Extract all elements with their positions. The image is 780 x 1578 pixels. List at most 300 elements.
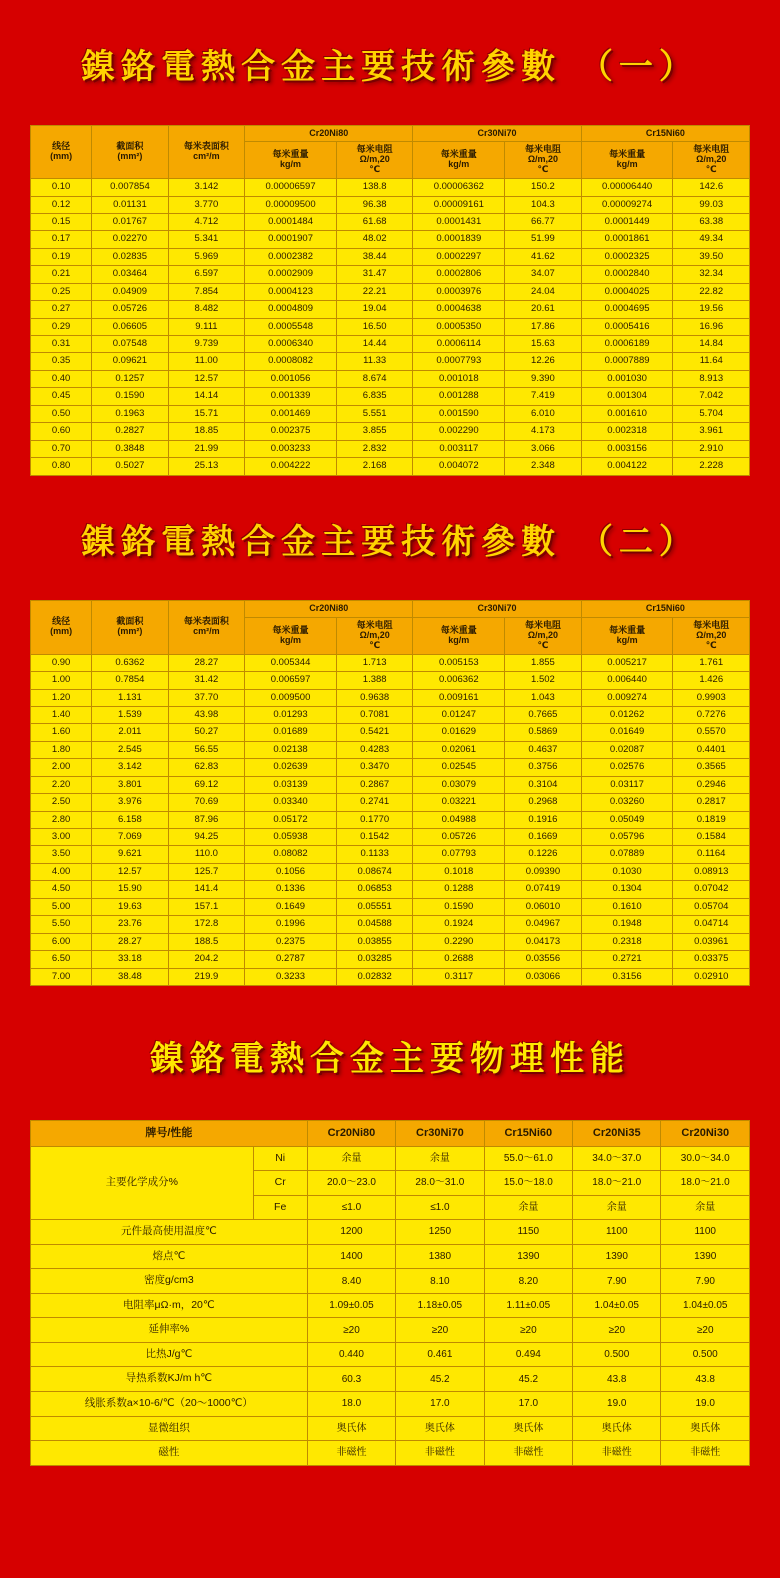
cell-value: 奥氏体 <box>307 1416 395 1441</box>
cell-value: 0.3848 <box>92 440 168 457</box>
header-alloy-cr15ni60: Cr15Ni60 <box>581 601 749 618</box>
cell-value: 1.388 <box>336 672 412 689</box>
cell-value: 6.835 <box>336 388 412 405</box>
table-row <box>31 336 750 353</box>
cell-value: 60.3 <box>307 1367 395 1392</box>
cell-value: 0.05551 <box>336 898 412 915</box>
cell-value: 0.02910 <box>673 968 750 985</box>
table-row <box>31 724 750 741</box>
cell-diameter: 1.40 <box>31 706 92 723</box>
cell-value: 0.6362 <box>92 654 168 671</box>
cell-value: 0.4637 <box>505 741 581 758</box>
table-row <box>31 846 750 863</box>
cell-value: 1400 <box>307 1244 395 1269</box>
cell-value: 0.00009500 <box>245 196 337 213</box>
cell-value: 17.0 <box>484 1392 572 1417</box>
cell-value: 6.010 <box>505 405 581 422</box>
cell-value: 0.003156 <box>581 440 673 457</box>
cell-value: 0.1649 <box>245 898 337 915</box>
table-row <box>31 423 750 440</box>
header-weight-1: 每米重量 kg/m <box>245 142 337 179</box>
phys-table-head <box>31 1121 750 1146</box>
cell-value: 0.7665 <box>505 706 581 723</box>
cell-value: 1.131 <box>92 689 168 706</box>
cell-value: 63.38 <box>673 213 750 230</box>
cell-value: 0.0004638 <box>413 301 505 318</box>
cell-value: 0.03079 <box>413 776 505 793</box>
table-row <box>31 1293 750 1318</box>
physical-properties-table <box>30 1120 750 1465</box>
cell-value: 1.426 <box>673 672 750 689</box>
cell-value: 0.3470 <box>336 759 412 776</box>
cell-value: ≤1.0 <box>396 1195 484 1220</box>
row-label-property: 密度g/cm3 <box>31 1269 308 1294</box>
cell-value: 0.500 <box>661 1342 750 1367</box>
wire-table-2-wrapper <box>30 600 750 986</box>
header-alloy: Cr20Ni80 <box>307 1121 395 1146</box>
cell-value: 0.1056 <box>245 863 337 880</box>
page-title-3: 鎳鉻電熱合金主要物理性能 <box>150 1038 630 1079</box>
table-row <box>31 968 750 985</box>
header-area: 截面积 (mm²) <box>92 125 168 179</box>
cell-value: 2.168 <box>336 458 412 475</box>
cell-value: 余量 <box>573 1195 661 1220</box>
cell-value: 0.05172 <box>245 811 337 828</box>
cell-value: 0.00009161 <box>413 196 505 213</box>
cell-value: 1.761 <box>673 654 750 671</box>
header-resist-1: 每米电阻 Ω/m,20 ℃ <box>336 617 412 654</box>
cell-value: 0.5027 <box>92 458 168 475</box>
cell-value: 0.03375 <box>673 951 750 968</box>
table-row <box>31 706 750 723</box>
header-weight-3: 每米重量 kg/m <box>581 617 673 654</box>
cell-value: 0.3117 <box>413 968 505 985</box>
cell-value: 25.13 <box>168 458 244 475</box>
cell-value: 17.0 <box>396 1392 484 1417</box>
cell-value: 非磁性 <box>396 1441 484 1466</box>
table-row <box>31 1244 750 1269</box>
cell-value: 19.0 <box>573 1392 661 1417</box>
cell-diameter: 0.15 <box>31 213 92 230</box>
table-row <box>31 654 750 671</box>
cell-value: 1250 <box>396 1220 484 1245</box>
header-weight-3: 每米重量 kg/m <box>581 142 673 179</box>
cell-diameter: 0.90 <box>31 654 92 671</box>
header-resist-3: 每米电阻 Ω/m,20 ℃ <box>673 617 750 654</box>
cell-value: 0.06853 <box>336 881 412 898</box>
wire-table-2-head <box>31 601 750 655</box>
cell-value: 41.62 <box>505 248 581 265</box>
cell-value: 0.0004809 <box>245 301 337 318</box>
cell-value: 0.2827 <box>92 423 168 440</box>
cell-value: 0.01629 <box>413 724 505 741</box>
cell-value: 38.48 <box>92 968 168 985</box>
cell-value: 30.0～34.0 <box>661 1146 750 1171</box>
cell-value: 0.006362 <box>413 672 505 689</box>
cell-value: 0.02087 <box>581 741 673 758</box>
cell-value: 66.77 <box>505 213 581 230</box>
cell-diameter: 0.17 <box>31 231 92 248</box>
cell-value: 0.01247 <box>413 706 505 723</box>
cell-value: 7.90 <box>661 1269 750 1294</box>
row-label-property: 比热J/g℃ <box>31 1342 308 1367</box>
cell-value: 0.1288 <box>413 881 505 898</box>
cell-value: 9.111 <box>168 318 244 335</box>
cell-value: 0.007854 <box>92 179 168 196</box>
cell-value: 141.4 <box>168 881 244 898</box>
cell-value: 0.0005548 <box>245 318 337 335</box>
cell-value: 0.1610 <box>581 898 673 915</box>
table-row <box>31 1146 750 1171</box>
cell-value: 余量 <box>307 1146 395 1171</box>
cell-value: 0.08674 <box>336 863 412 880</box>
table-row <box>31 863 750 880</box>
wire-table-1-wrapper <box>30 125 750 476</box>
cell-diameter: 1.20 <box>31 689 92 706</box>
cell-value: 0.006597 <box>245 672 337 689</box>
cell-value: 0.3104 <box>505 776 581 793</box>
cell-value: 0.001469 <box>245 405 337 422</box>
cell-value: 0.004072 <box>413 458 505 475</box>
cell-value: 0.2817 <box>673 794 750 811</box>
header-alloy-cr15ni60: Cr15Ni60 <box>581 125 749 142</box>
cell-diameter: 5.00 <box>31 898 92 915</box>
cell-value: 3.801 <box>92 776 168 793</box>
cell-value: 0.004222 <box>245 458 337 475</box>
table-row <box>31 405 750 422</box>
cell-value: 0.03285 <box>336 951 412 968</box>
cell-value: 0.07889 <box>581 846 673 863</box>
wire-table-2 <box>30 600 750 986</box>
wire-table-1-head <box>31 125 750 179</box>
cell-value: 0.006440 <box>581 672 673 689</box>
cell-value: 8.10 <box>396 1269 484 1294</box>
cell-diameter: 0.12 <box>31 196 92 213</box>
cell-value: 188.5 <box>168 933 244 950</box>
cell-value: 8.913 <box>673 370 750 387</box>
cell-value: 0.02639 <box>245 759 337 776</box>
cell-value: 0.01649 <box>581 724 673 741</box>
cell-value: 0.03961 <box>673 933 750 950</box>
table-row <box>31 1441 750 1466</box>
cell-value: 55.0～61.0 <box>484 1146 572 1171</box>
table-row <box>31 1367 750 1392</box>
cell-value: 2.832 <box>336 440 412 457</box>
cell-value: 0.1669 <box>505 829 581 846</box>
cell-value: 96.38 <box>336 196 412 213</box>
cell-value: 0.009161 <box>413 689 505 706</box>
cell-diameter: 0.50 <box>31 405 92 422</box>
cell-value: 1380 <box>396 1244 484 1269</box>
cell-value: 150.2 <box>505 179 581 196</box>
header-weight-2: 每米重量 kg/m <box>413 617 505 654</box>
cell-value: 0.001590 <box>413 405 505 422</box>
table-row <box>31 231 750 248</box>
cell-value: 125.7 <box>168 863 244 880</box>
cell-value: 56.55 <box>168 741 244 758</box>
cell-value: 1.09±0.05 <box>307 1293 395 1318</box>
cell-value: 0.00006440 <box>581 179 673 196</box>
cell-value: 0.9638 <box>336 689 412 706</box>
cell-value: 172.8 <box>168 916 244 933</box>
cell-value: 0.004122 <box>581 458 673 475</box>
cell-value: 9.390 <box>505 370 581 387</box>
cell-value: 3.142 <box>92 759 168 776</box>
cell-value: 14.14 <box>168 388 244 405</box>
cell-value: 0.06010 <box>505 898 581 915</box>
cell-value: 0.001018 <box>413 370 505 387</box>
cell-value: 22.21 <box>336 283 412 300</box>
cell-value: 0.440 <box>307 1342 395 1367</box>
cell-diameter: 0.45 <box>31 388 92 405</box>
cell-value: 3.770 <box>168 196 244 213</box>
cell-value: 9.739 <box>168 336 244 353</box>
cell-diameter: 0.25 <box>31 283 92 300</box>
cell-value: 0.2318 <box>581 933 673 950</box>
cell-value: 5.704 <box>673 405 750 422</box>
cell-value: 4.712 <box>168 213 244 230</box>
cell-value: 0.04714 <box>673 916 750 933</box>
table-row <box>31 829 750 846</box>
header-alloy: Cr20Ni35 <box>573 1121 661 1146</box>
cell-value: 0.1948 <box>581 916 673 933</box>
cell-value: 0.2867 <box>336 776 412 793</box>
header-alloy-cr30ni70: Cr30Ni70 <box>413 125 581 142</box>
cell-value: 15.71 <box>168 405 244 422</box>
cell-value: 4.173 <box>505 423 581 440</box>
cell-value: ≥20 <box>573 1318 661 1343</box>
cell-value: 15.63 <box>505 336 581 353</box>
cell-value: 0.2290 <box>413 933 505 950</box>
cell-value: 38.44 <box>336 248 412 265</box>
cell-value: 0.0001839 <box>413 231 505 248</box>
header-alloy: Cr30Ni70 <box>396 1121 484 1146</box>
table-row <box>31 776 750 793</box>
cell-value: 0.0004695 <box>581 301 673 318</box>
cell-value: 非磁性 <box>573 1441 661 1466</box>
cell-value: 0.00006597 <box>245 179 337 196</box>
cell-diameter: 0.80 <box>31 458 92 475</box>
cell-value: 0.05049 <box>581 811 673 828</box>
cell-diameter: 0.27 <box>31 301 92 318</box>
cell-value: 0.1770 <box>336 811 412 828</box>
cell-value: 8.40 <box>307 1269 395 1294</box>
header-weight-2: 每米重量 kg/m <box>413 142 505 179</box>
cell-value: 17.86 <box>505 318 581 335</box>
cell-value: 0.02576 <box>581 759 673 776</box>
cell-value: 0.0001484 <box>245 213 337 230</box>
cell-value: 0.01293 <box>245 706 337 723</box>
cell-value: 0.02835 <box>92 248 168 265</box>
cell-value: 非磁性 <box>484 1441 572 1466</box>
cell-diameter: 2.80 <box>31 811 92 828</box>
header-resist-1: 每米电阻 Ω/m,20 ℃ <box>336 142 412 179</box>
cell-value: 7.854 <box>168 283 244 300</box>
cell-value: 6.158 <box>92 811 168 828</box>
cell-value: 0.0001907 <box>245 231 337 248</box>
cell-value: 20.61 <box>505 301 581 318</box>
cell-value: 0.0006340 <box>245 336 337 353</box>
cell-value: 0.0005350 <box>413 318 505 335</box>
cell-value: 1390 <box>661 1244 750 1269</box>
cell-value: 0.2946 <box>673 776 750 793</box>
cell-value: 0.3233 <box>245 968 337 985</box>
cell-value: 8.674 <box>336 370 412 387</box>
table-row <box>31 196 750 213</box>
cell-value: 0.05726 <box>413 829 505 846</box>
cell-diameter: 3.00 <box>31 829 92 846</box>
cell-value: 0.1018 <box>413 863 505 880</box>
cell-value: 1150 <box>484 1220 572 1245</box>
cell-value: 12.26 <box>505 353 581 370</box>
table-row <box>31 248 750 265</box>
cell-value: 1.11±0.05 <box>484 1293 572 1318</box>
cell-value: 33.18 <box>92 951 168 968</box>
cell-value: 0.2375 <box>245 933 337 950</box>
cell-diameter: 0.70 <box>31 440 92 457</box>
cell-value: 87.96 <box>168 811 244 828</box>
cell-diameter: 1.60 <box>31 724 92 741</box>
cell-value: 99.03 <box>673 196 750 213</box>
cell-value: 0.001030 <box>581 370 673 387</box>
table-row <box>31 1220 750 1245</box>
cell-value: 0.05938 <box>245 829 337 846</box>
cell-value: 奥氏体 <box>573 1416 661 1441</box>
cell-value: 0.0001861 <box>581 231 673 248</box>
cell-value: 0.1133 <box>336 846 412 863</box>
cell-value: 0.04173 <box>505 933 581 950</box>
cell-value: 0.0008082 <box>245 353 337 370</box>
cell-value: 3.142 <box>168 179 244 196</box>
cell-value: 2.348 <box>505 458 581 475</box>
cell-diameter: 0.40 <box>31 370 92 387</box>
cell-value: 18.0～21.0 <box>661 1171 750 1196</box>
cell-value: 0.0004025 <box>581 283 673 300</box>
table-row <box>31 898 750 915</box>
table-row <box>31 759 750 776</box>
cell-value: 37.70 <box>168 689 244 706</box>
cell-value: 0.02545 <box>413 759 505 776</box>
cell-value: 23.76 <box>92 916 168 933</box>
cell-value: 2.910 <box>673 440 750 457</box>
header-surface: 每米表面积 cm²/m <box>168 601 244 655</box>
cell-value: 0.1030 <box>581 863 673 880</box>
cell-value: 0.1590 <box>92 388 168 405</box>
cell-value: 0.3565 <box>673 759 750 776</box>
cell-value: 0.500 <box>573 1342 661 1367</box>
cell-diameter: 1.80 <box>31 741 92 758</box>
cell-value: 49.34 <box>673 231 750 248</box>
cell-value: 0.461 <box>396 1342 484 1367</box>
cell-value: 余量 <box>484 1195 572 1220</box>
cell-value: 0.001304 <box>581 388 673 405</box>
cell-value: 43.98 <box>168 706 244 723</box>
cell-value: 0.2741 <box>336 794 412 811</box>
cell-value: 余量 <box>661 1195 750 1220</box>
cell-value: 8.20 <box>484 1269 572 1294</box>
header-diameter: 线径 (mm) <box>31 125 92 179</box>
cell-value: 15.0～18.0 <box>484 1171 572 1196</box>
cell-value: 0.4401 <box>673 741 750 758</box>
wire-table-1-body <box>31 179 750 475</box>
cell-value: ≤1.0 <box>307 1195 395 1220</box>
cell-value: 0.7081 <box>336 706 412 723</box>
document-page <box>0 23 780 1502</box>
row-label-property: 显微组织 <box>31 1416 308 1441</box>
cell-value: 0.05704 <box>673 898 750 915</box>
cell-value: 0.05726 <box>92 301 168 318</box>
cell-value: 19.63 <box>92 898 168 915</box>
cell-value: 1200 <box>307 1220 395 1245</box>
table-row <box>31 794 750 811</box>
cell-value: 3.855 <box>336 423 412 440</box>
cell-value: 204.2 <box>168 951 244 968</box>
cell-value: 0.3156 <box>581 968 673 985</box>
cell-value: 18.0 <box>307 1392 395 1417</box>
table-row <box>31 741 750 758</box>
cell-value: 219.9 <box>168 968 244 985</box>
row-label-property: 元件最高使用温度℃ <box>31 1220 308 1245</box>
cell-value: 11.64 <box>673 353 750 370</box>
cell-value: 70.69 <box>168 794 244 811</box>
cell-value: 0.2688 <box>413 951 505 968</box>
row-label-property: 延伸率% <box>31 1318 308 1343</box>
cell-value: 0.01767 <box>92 213 168 230</box>
cell-value: 7.042 <box>673 388 750 405</box>
cell-value: 0.1164 <box>673 846 750 863</box>
header-area: 截面积 (mm²) <box>92 601 168 655</box>
cell-value: 非磁性 <box>307 1441 395 1466</box>
cell-value: 0.04909 <box>92 283 168 300</box>
cell-diameter: 7.00 <box>31 968 92 985</box>
cell-diameter: 6.50 <box>31 951 92 968</box>
cell-value: 0.0001449 <box>581 213 673 230</box>
cell-value: 50.27 <box>168 724 244 741</box>
cell-diameter: 6.00 <box>31 933 92 950</box>
row-label-property: 导热系数KJ/m h℃ <box>31 1367 308 1392</box>
cell-value: 0.03855 <box>336 933 412 950</box>
cell-value: ≥20 <box>307 1318 395 1343</box>
page-title-2: 鎳鉻電熱合金主要技術參數 （二） <box>81 522 699 563</box>
cell-value: 22.82 <box>673 283 750 300</box>
table-row <box>31 689 750 706</box>
cell-value: 11.00 <box>168 353 244 370</box>
cell-value: 0.0007889 <box>581 353 673 370</box>
cell-value: 0.0002297 <box>413 248 505 265</box>
cell-value: 0.009500 <box>245 689 337 706</box>
cell-value: 0.06605 <box>92 318 168 335</box>
cell-value: 0.1963 <box>92 405 168 422</box>
cell-value: 12.57 <box>92 863 168 880</box>
cell-value: 0.7276 <box>673 706 750 723</box>
cell-value: 1.539 <box>92 706 168 723</box>
table-row <box>31 301 750 318</box>
header-alloy-cr20ni80: Cr20Ni80 <box>245 125 413 142</box>
cell-value: 34.07 <box>505 266 581 283</box>
cell-value: 45.2 <box>396 1367 484 1392</box>
table-row <box>31 318 750 335</box>
cell-value: 0.08913 <box>673 863 750 880</box>
cell-value: 0.002318 <box>581 423 673 440</box>
cell-diameter: 0.29 <box>31 318 92 335</box>
cell-value: 5.969 <box>168 248 244 265</box>
cell-value: 0.01689 <box>245 724 337 741</box>
table-row <box>31 951 750 968</box>
cell-value: 0.09390 <box>505 863 581 880</box>
cell-value: 0.0002325 <box>581 248 673 265</box>
header-alloy: Cr15Ni60 <box>484 1121 572 1146</box>
cell-value: 61.68 <box>336 213 412 230</box>
